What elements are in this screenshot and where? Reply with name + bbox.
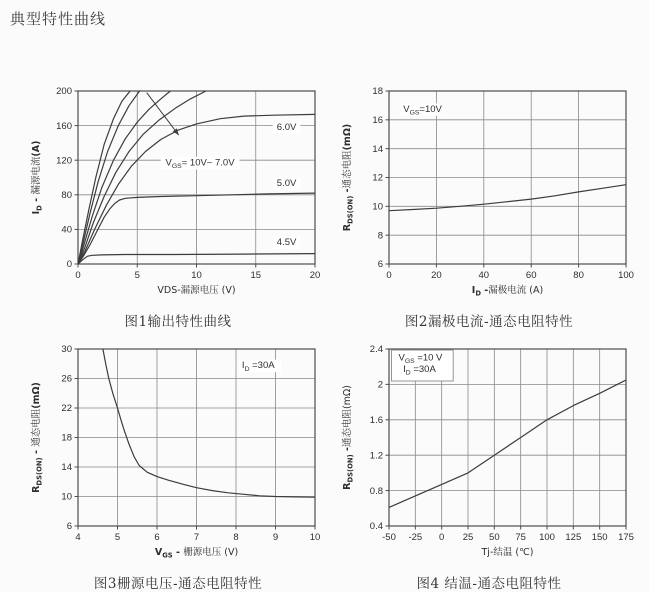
figure-2-caption: 图2漏极电流-通态电阻特性 [404,314,574,330]
svg-text:20: 20 [309,270,321,281]
svg-text:2: 2 [377,379,383,391]
svg-text:ID - 漏源电流(A): $I_D$ - 漏源电流(A) [31,140,44,215]
figure-1-output-characteristics [28,78,328,330]
svg-text:ID =30A: $I_D =30A$ [241,360,275,373]
svg-text:VGS =10 V: $V_{GS} =10$ V [398,352,443,366]
figure-1-caption: 图1输出特性曲线 [124,314,232,330]
svg-text:-25: -25 [408,532,423,543]
figure-1-chart-canvas [28,78,328,308]
svg-text:7: 7 [193,532,200,543]
svg-text:5: 5 [134,270,140,281]
figure-2-chart-canvas [339,78,639,308]
svg-text:10: 10 [309,532,321,543]
figure-4-caption: 图4 结温-通态电阻特性 [416,576,562,592]
svg-text:VDS-漏源电压 (V): VDS-漏源电压 (V) [157,285,236,296]
svg-text:0.4: 0.4 [369,521,383,533]
svg-text:15: 15 [250,270,262,281]
svg-text:40: 40 [61,224,72,236]
svg-text:150: 150 [591,532,608,543]
svg-text:26: 26 [61,373,72,385]
svg-text:8: 8 [377,230,383,242]
svg-text:100: 100 [539,532,555,543]
svg-text:VGS= 10V~ 7.0V: $V_{GS}=$ 10V~ 7.0V [165,157,235,170]
svg-text:0: 0 [66,259,72,271]
svg-text:RDS(ON) -通态电阻(mΩ): $R_{DS(ON)}$ -通态电阻(mΩ) [342,385,355,490]
svg-text:14: 14 [372,143,383,155]
svg-text:160: 160 [56,120,72,132]
svg-text:12: 12 [372,172,383,184]
figure-3-caption: 图3栅源电压-通态电阻特性 [93,576,263,592]
svg-text:50: 50 [489,532,500,543]
svg-text:VGS=10V: $V_{GS}=10V$ [403,103,442,117]
svg-text:8: 8 [233,532,239,543]
svg-text:0: 0 [386,270,392,281]
svg-text:60: 60 [525,270,537,281]
svg-text:40: 40 [478,270,490,281]
figure-4-chart-canvas [339,336,639,570]
charts-grid [28,78,644,592]
figure-4-junction-temp-vs-rdson [339,336,639,592]
svg-text:6: 6 [377,259,383,271]
svg-text:100: 100 [618,270,634,281]
svg-text:18: 18 [61,432,72,444]
svg-text:6: 6 [154,532,160,543]
svg-text:ID -漏极电流 (A): $I_D$ -漏极电流 (A) [471,285,544,298]
svg-text:10: 10 [191,270,202,281]
svg-text:RDS(ON) -通态电阻(mΩ): $R_{DS(ON)}$ -通态电阻(mΩ) [342,123,355,232]
svg-text:10: 10 [61,491,72,503]
svg-text:0: 0 [439,532,445,543]
svg-text:RDS(ON) - 通态电阻(mΩ): $R_{DS(ON)}$ - 通态电阻(mΩ) [31,382,44,493]
svg-text:10: 10 [372,201,383,213]
svg-text:-50: -50 [382,532,396,543]
svg-text:200: 200 [56,86,72,98]
svg-text:5.0V: 5.0V [276,178,297,190]
svg-text:6: 6 [66,521,72,533]
svg-text:4.5V: 4.5V [276,236,297,248]
svg-text:25: 25 [462,532,474,543]
svg-text:0: 0 [75,270,81,281]
page-title: 典型特性曲线 [10,10,107,28]
svg-text:80: 80 [573,270,584,281]
svg-text:16: 16 [372,115,383,127]
svg-text:6.0V: 6.0V [276,121,297,133]
svg-text:1.2: 1.2 [369,450,383,462]
svg-text:18: 18 [372,86,383,98]
figure-3-chart-canvas [28,336,328,570]
figure-3-gate-voltage-vs-rdson [28,336,328,592]
svg-text:1.6: 1.6 [369,415,383,426]
svg-text:9: 9 [272,532,279,543]
svg-text:20: 20 [431,270,442,281]
svg-text:120: 120 [56,155,72,167]
svg-text:75: 75 [515,532,526,543]
svg-text:30: 30 [61,344,72,356]
svg-text:4: 4 [75,532,81,543]
svg-text:VGS - 栅源电压 (V): $V_{GS}$ - 栅源电压 (V) [154,547,239,560]
svg-text:Tj-结温 (℃): Tj-结温 (℃) [481,547,534,558]
svg-text:175: 175 [618,532,634,543]
svg-text:14: 14 [61,462,72,474]
svg-text:5: 5 [114,532,121,543]
svg-text:ID =30A: $I_D =30A$ [403,364,436,377]
svg-text:2.4: 2.4 [369,344,383,356]
svg-text:80: 80 [61,190,72,201]
svg-text:125: 125 [565,532,582,543]
svg-text:0.8: 0.8 [369,485,383,497]
figure-2-drain-current-vs-rdson [339,78,639,330]
svg-text:22: 22 [61,403,72,415]
